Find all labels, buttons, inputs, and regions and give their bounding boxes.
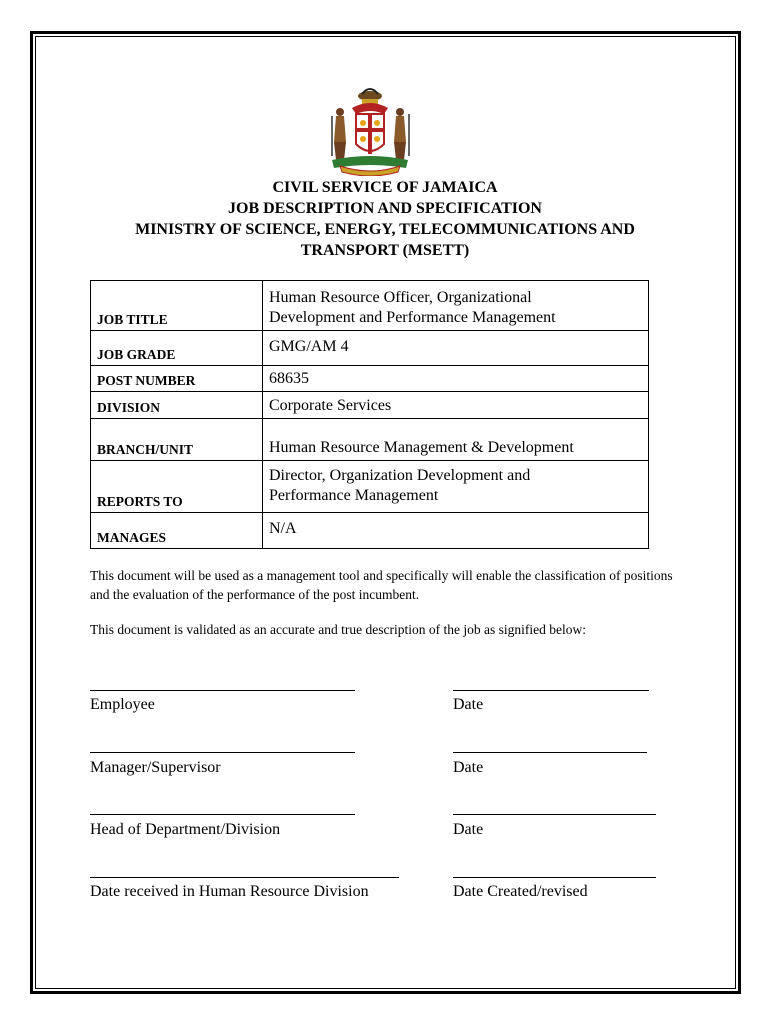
job-title-label: JOB TITLE [91, 281, 263, 331]
heading-line: CIVIL SERVICE OF JAMAICA [272, 179, 498, 196]
hr-received-label: Date received in Human Resource Division [90, 883, 369, 900]
table-row [91, 331, 649, 366]
table-row [91, 392, 649, 419]
job-grade-label: JOB GRADE [91, 331, 263, 366]
division-value: Corporate Services [263, 392, 649, 419]
reports-to-value: Director, Organization Development and Performance Management [263, 461, 649, 513]
created-revised-label: Date Created/revised [453, 883, 588, 900]
division-label: DIVISION [91, 392, 263, 419]
heading-line: MINISTRY OF SCIENCE, ENERGY, TELECOMMUNICATIONS AND [135, 221, 635, 238]
head-label: Head of Department/Division [90, 821, 281, 838]
employee-date-line[interactable] [453, 679, 649, 691]
job-title-value: Human Resource Officer, Organizational Development and Performance Management [263, 281, 649, 331]
table-row [91, 366, 649, 392]
manager-label: Manager/Supervisor [90, 759, 221, 776]
created-revised-line[interactable] [453, 866, 656, 878]
manages-value: N/A [263, 513, 649, 549]
reports-to-label: REPORTS TO [91, 461, 263, 513]
manager-signature-line[interactable] [90, 741, 355, 753]
coat-of-arms-icon [322, 86, 418, 176]
hr-received-line[interactable] [90, 866, 399, 878]
post-number-value: 68635 [263, 366, 649, 392]
table-row [91, 513, 649, 549]
manages-label: MANAGES [91, 513, 263, 549]
job-details-table [90, 280, 649, 549]
head-signature-line[interactable] [90, 803, 355, 815]
heading-line: JOB DESCRIPTION AND SPECIFICATION [228, 200, 542, 217]
employee-signature-line[interactable] [90, 679, 355, 691]
table-row [91, 419, 649, 461]
employee-date-label: Date [453, 696, 484, 713]
branch-unit-label: BRANCH/UNIT [91, 419, 263, 461]
validation-paragraph: This document is validated as an accurate and true description of the job as signified below: [90, 622, 586, 637]
head-date-line[interactable] [453, 803, 656, 815]
post-number-label: POST NUMBER [91, 366, 263, 392]
head-date-label: Date [453, 821, 484, 838]
manager-date-line[interactable] [453, 741, 647, 753]
heading-line: TRANSPORT (MSETT) [300, 242, 470, 259]
job-grade-value: GMG/AM 4 [263, 331, 649, 366]
usage-paragraph: This document will be used as a management tool and specifically will enable the classification of positions and the evaluation of the performance of the post incumbent. [90, 568, 673, 602]
table-row [91, 461, 649, 513]
table-row [91, 281, 649, 331]
manager-date-label: Date [453, 759, 484, 776]
branch-unit-value: Human Resource Management & Development [263, 419, 649, 461]
employee-label: Employee [90, 696, 155, 713]
